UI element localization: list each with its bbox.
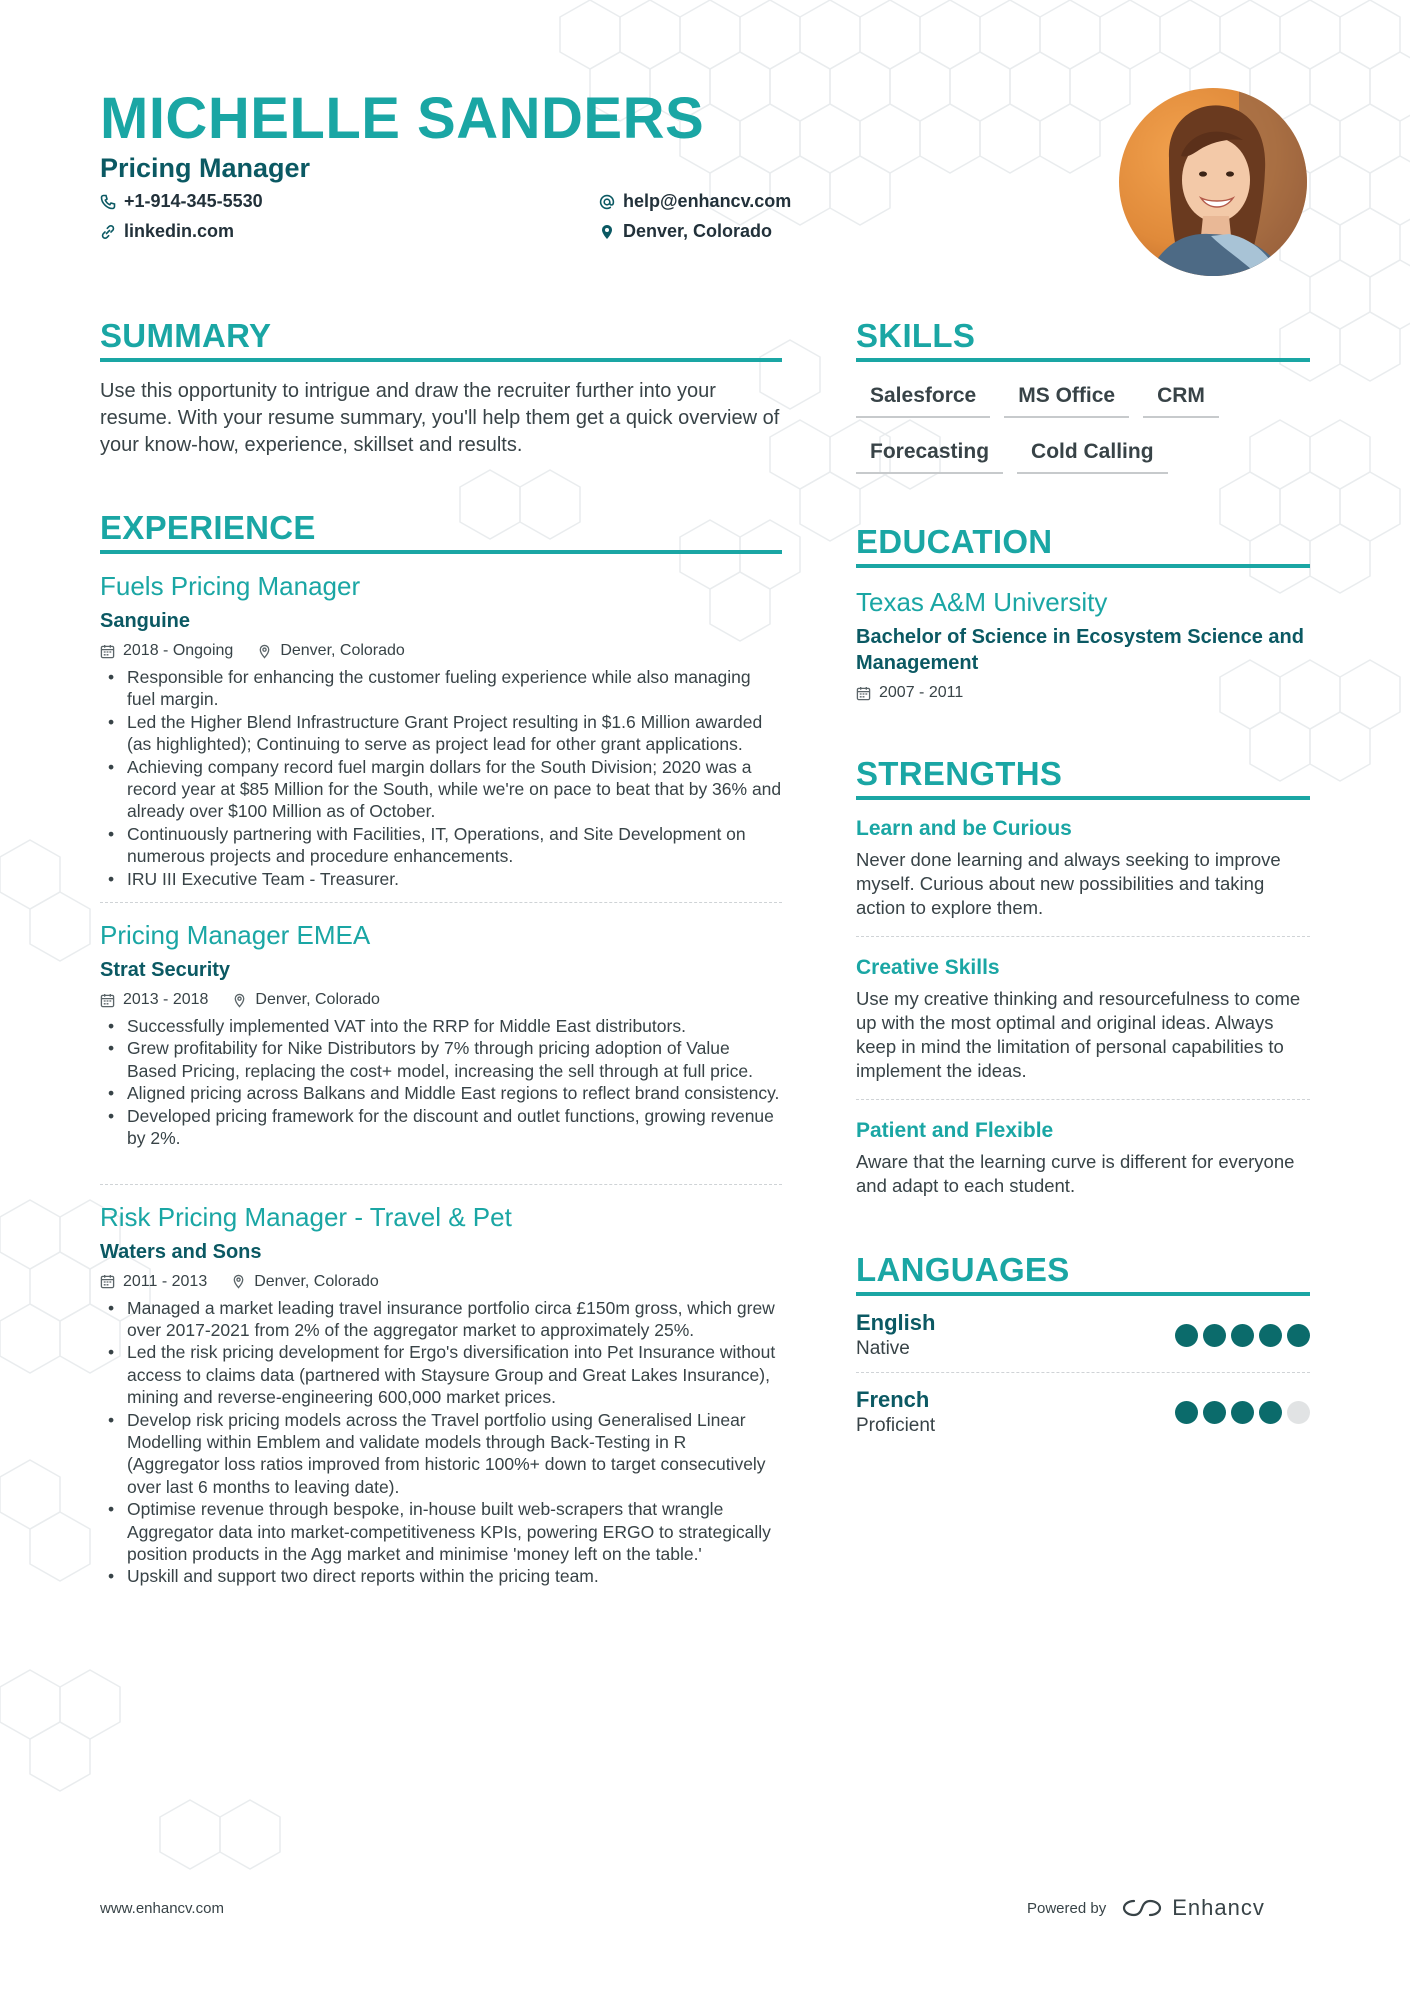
job-meta xyxy=(100,1271,782,1293)
job-bullet: • Develop risk pricing models across the Travel portfolio using Generalised Linear Modelling within Emblem and validate models through Back-Testing in R (Aggregator loss ratios improved from historic 100%+ down to target consecutively over last 6 months to leaving date). xyxy=(100,1409,782,1499)
rating-dot-filled xyxy=(1259,1401,1282,1424)
job-dates xyxy=(100,1273,207,1291)
language-item xyxy=(856,1296,1310,1373)
rating-dot-filled xyxy=(1175,1401,1198,1424)
job-dates xyxy=(100,991,208,1009)
job-bullet: • Optimise revenue through bespoke, in-house built web-scrapers that wrangle Aggregator data into market-competitiveness KPIs, powering ERGO to strategically position products in the Agg market and minimise 'money left on the table.' xyxy=(100,1498,782,1565)
job-location xyxy=(231,1273,379,1291)
rating-dot-filled xyxy=(1203,1401,1226,1424)
footer-website[interactable]: www.enhancv.com xyxy=(100,1900,224,1917)
email-text: help@enhancv.com xyxy=(623,191,792,211)
job-bullet: • Led the risk pricing development for Ergo's diversification into Pet Insurance without access to claims data (partnered with Staysure Group and Great Lakes Insurance), mining and reverse-engineering 600,000 market prices. xyxy=(100,1341,782,1408)
job-location xyxy=(257,642,405,660)
at-icon xyxy=(599,194,615,210)
summary-text: Use this opportunity to intrigue and draw the recruiter further into your resume. With your resume summary, you'll help them get a quick overview of your know-how, experience, skillset and results. xyxy=(100,380,780,456)
strength-title: Creative Skills xyxy=(856,956,1000,979)
job-title: Fuels Pricing Manager xyxy=(100,571,361,601)
skill-tag: MS Office xyxy=(1004,376,1129,418)
portrait-image xyxy=(1119,88,1307,276)
language-rating xyxy=(1175,1401,1310,1424)
job-bullets xyxy=(100,1297,782,1588)
degree-name: Bachelor of Science in Ecosystem Science and Management xyxy=(856,626,1304,674)
job-bullet: • Responsible for enhancing the customer fueling experience while also managing fuel margin. xyxy=(100,666,782,711)
rating-dot-filled xyxy=(1175,1324,1198,1347)
company-name: Waters and Sons xyxy=(100,1240,262,1263)
candidate-role: Pricing Manager xyxy=(100,153,311,183)
job-location-text: Denver, Colorado xyxy=(254,1272,379,1290)
job-location-text: Denver, Colorado xyxy=(255,991,380,1009)
location-pin-icon xyxy=(231,1274,246,1289)
language-item xyxy=(856,1373,1310,1449)
education-dates-text: 2007 - 2011 xyxy=(879,684,964,701)
phone-icon xyxy=(100,194,116,210)
skill-tag: CRM xyxy=(1143,376,1219,418)
rating-dot-filled xyxy=(1203,1324,1226,1347)
calendar-icon xyxy=(856,686,871,701)
job-meta xyxy=(100,989,782,1011)
link-icon xyxy=(100,224,116,240)
education-dates xyxy=(856,684,963,702)
strengths-heading: STRENGTHS xyxy=(856,754,1310,800)
rating-dot-filled xyxy=(1287,1324,1310,1347)
phone-contact[interactable] xyxy=(100,191,263,212)
job-bullet: • Successfully implemented VAT into the RRP for Middle East distributors. xyxy=(100,1015,782,1037)
enhancv-logo[interactable] xyxy=(1120,1895,1265,1921)
strength-item xyxy=(856,1100,1310,1214)
divider xyxy=(100,1184,782,1185)
enhancv-logo-icon xyxy=(1120,1897,1164,1919)
job-bullet: • Achieving company record fuel margin dollars for the South Division; 2020 was a record year at $85 Million for the South, while we're on pace to beat that by 36% and already over $100 Million as of October. xyxy=(100,756,782,823)
job-bullets xyxy=(100,1015,782,1149)
experience-entry xyxy=(100,1201,782,1588)
phone-text: +1-914-345-5530 xyxy=(124,191,263,211)
school-name: Texas A&M University xyxy=(856,587,1108,617)
job-dates-text: 2018 - Ongoing xyxy=(123,642,234,659)
summary-heading: SUMMARY xyxy=(100,316,782,362)
strength-description: Use my creative thinking and resourcefulness to come up with the most optimal and original ideas. Always keep in mind the limitation of personal capabilities to implement the ideas. xyxy=(856,988,1301,1081)
language-name: French xyxy=(856,1387,930,1412)
candidate-name: MICHELLE SANDERS xyxy=(100,86,705,151)
job-dates-text: 2013 - 2018 xyxy=(123,991,209,1009)
job-bullet: • Continuously partnering with Facilities, IT, Operations, and Site Development on numerous projects and procedure enhancements. xyxy=(100,823,782,868)
rating-dot-filled xyxy=(1259,1324,1282,1347)
company-name: Strat Security xyxy=(100,959,231,982)
job-title: Risk Pricing Manager - Travel & Pet xyxy=(100,1201,512,1232)
rating-dot-filled xyxy=(1231,1324,1254,1347)
skill-tag: Salesforce xyxy=(856,376,990,418)
language-level: Native xyxy=(856,1338,910,1359)
divider xyxy=(100,902,782,903)
experience-heading: EXPERIENCE xyxy=(100,508,782,554)
language-name: English xyxy=(856,1310,936,1335)
strength-description: Aware that the learning curve is different for everyone and adapt to each student. xyxy=(856,1151,1295,1196)
right-column xyxy=(856,316,1310,1449)
footer-branding xyxy=(1027,1895,1265,1921)
languages-section xyxy=(856,1250,1310,1449)
skill-tag: Forecasting xyxy=(856,432,1003,474)
job-bullet: • Managed a market leading travel insurance portfolio circa £150m gross, which grew over 2017-2021 from 2% of the aggregator market to approximately 25%. xyxy=(100,1297,782,1342)
job-location xyxy=(232,991,380,1009)
language-rating xyxy=(1175,1324,1310,1347)
linkedin-text: linkedin.com xyxy=(124,221,235,241)
skill-tag: Cold Calling xyxy=(1017,432,1168,474)
profile-photo xyxy=(1119,88,1307,276)
job-meta xyxy=(100,640,782,662)
experience-entry xyxy=(100,570,782,903)
strength-item xyxy=(856,937,1310,1100)
strengths-section xyxy=(856,754,1310,1214)
job-bullets xyxy=(100,666,782,890)
skills-list xyxy=(856,376,1310,488)
job-bullet: • Grew profitability for Nike Distributors by 7% through pricing adoption of Value Based Pricing, replacing the cost+ model, increasing the sell through at full price. xyxy=(100,1037,782,1082)
rating-dot-empty xyxy=(1287,1401,1310,1424)
location-pin-icon xyxy=(257,644,272,659)
strength-description: Never done learning and always seeking to improve myself. Curious about new possibilities and taking action to explore them. xyxy=(856,849,1281,918)
strength-item xyxy=(856,800,1310,937)
calendar-icon xyxy=(100,644,115,659)
email-contact[interactable] xyxy=(599,191,791,212)
location-pin-icon xyxy=(232,993,247,1008)
education-section xyxy=(856,522,1310,704)
job-dates-text: 2011 - 2013 xyxy=(123,1272,208,1290)
company-name: Sanguine xyxy=(100,610,191,632)
education-meta xyxy=(856,682,1310,704)
language-level: Proficient xyxy=(856,1415,936,1436)
job-bullet: • IRU III Executive Team - Treasurer. xyxy=(100,868,782,890)
experience-section xyxy=(100,508,782,1588)
job-title: Pricing Manager EMEA xyxy=(100,920,371,951)
location-pin-icon xyxy=(599,224,615,240)
strength-title: Learn and be Curious xyxy=(856,817,1072,840)
summary-section xyxy=(100,316,782,459)
languages-heading: LANGUAGES xyxy=(856,1250,1310,1296)
skills-section xyxy=(856,316,1310,488)
job-bullet: • Led the Higher Blend Infrastructure Grant Project resulting in $1.6 Million awarded (as highlighted); Continuing to serve as project lead for other grant applications. xyxy=(100,711,782,756)
rating-dot-filled xyxy=(1231,1401,1254,1424)
job-dates xyxy=(100,642,233,660)
job-bullet: • Upskill and support two direct reports within the pricing team. xyxy=(100,1565,782,1587)
location-text: Denver, Colorado xyxy=(623,221,773,241)
linkedin-contact[interactable] xyxy=(100,221,234,242)
experience-entry xyxy=(100,919,782,1184)
skills-heading: SKILLS xyxy=(856,316,1310,362)
location-contact xyxy=(599,221,772,242)
strength-title: Patient and Flexible xyxy=(856,1119,1054,1142)
left-column xyxy=(100,316,782,1588)
education-heading: EDUCATION xyxy=(856,522,1310,568)
calendar-icon xyxy=(100,993,115,1008)
job-bullet: • Aligned pricing across Balkans and Middle East regions to reflect brand consistency. xyxy=(100,1082,782,1104)
job-location-text: Denver, Colorado xyxy=(280,642,405,659)
brand-name: Enhancv xyxy=(1172,1895,1265,1920)
job-bullet: • Developed pricing framework for the discount and outlet functions, growing revenue by 2%. xyxy=(100,1105,782,1150)
powered-by-text: Powered by xyxy=(1027,1899,1107,1917)
calendar-icon xyxy=(100,1274,115,1289)
